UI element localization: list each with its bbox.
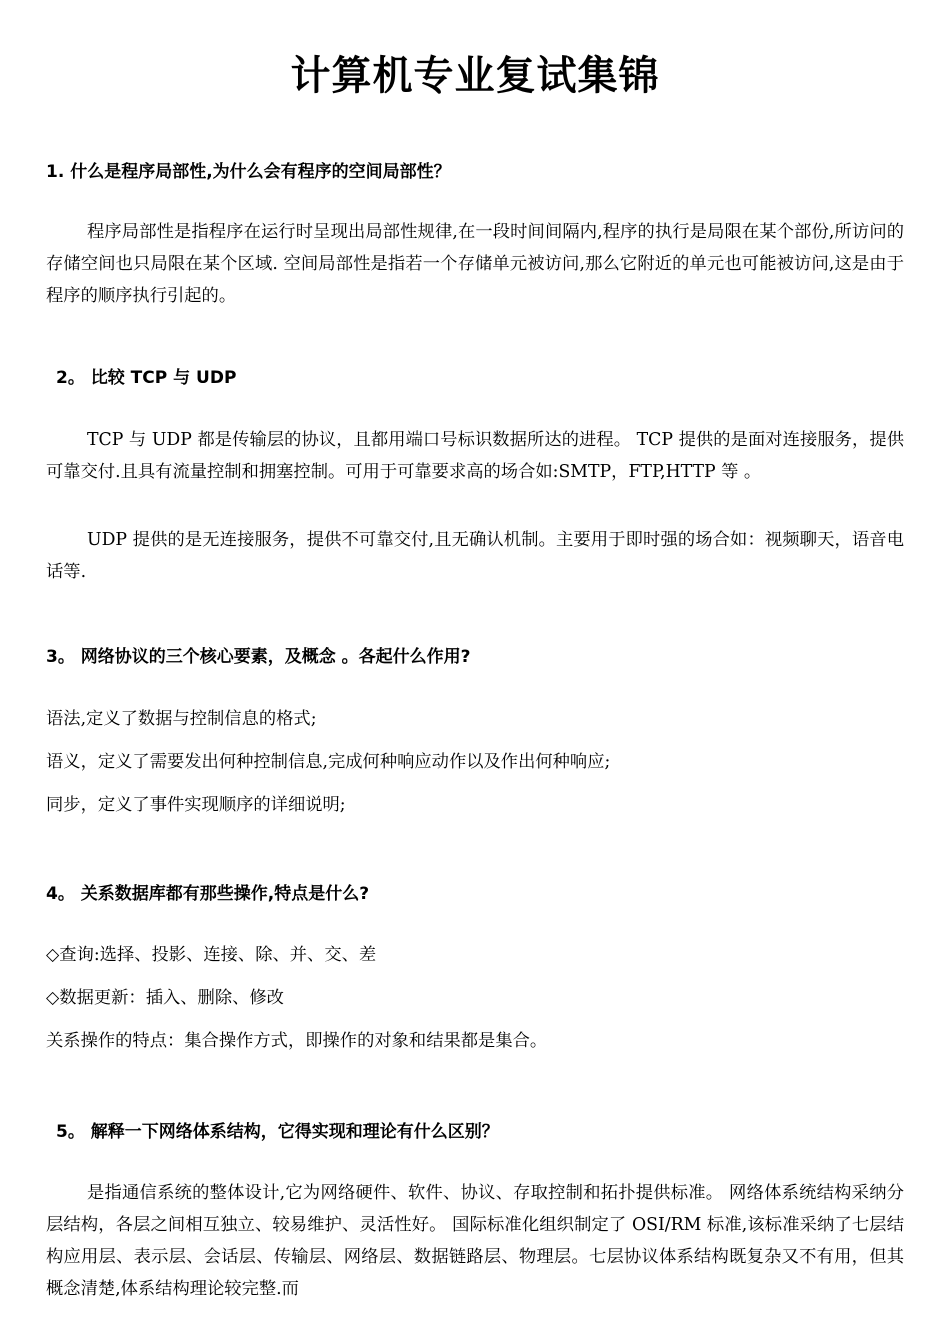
answer-3-semantics: 语义，定义了需要发出何种控制信息,完成何种响应动作以及作出何种响应; [46,752,611,772]
answer-3-timing: 同步，定义了事件实现顺序的详细说明; [46,795,346,815]
answer-4-features: 关系操作的特点：集合操作方式，即操作的对象和结果都是集合。 [46,1031,548,1051]
question-4-heading: 4。 关系数据库都有那些操作,特点是什么? [46,884,370,904]
question-2-heading: 2。 比较 TCP 与 UDP [56,368,237,388]
answer-4-query: ◇查询:选择、投影、连接、除、并、交、差 [46,945,377,965]
answer-4-update: ◇数据更新：插入、删除、修改 [46,988,284,1008]
answer-2-paragraph-udp: UDP 提供的是无连接服务，提供不可靠交付,且无确认机制。主要用于即时强的场合如：视频聊天，语音电话等. [46,530,904,582]
question-1-heading: 1. 什么是程序局部性,为什么会有程序的空间局部性？ [46,162,451,182]
question-5-heading: 5。 解释一下网络体系结构，它得实现和理论有什么区别？ [56,1122,499,1142]
document-title: 计算机专业复试集锦 [290,53,660,99]
answer-1-paragraph: 程序局部性是指程序在运行时呈现出局部性规律,在一段时间间隔内,程序的执行是局限在某个部份,所访问的存储空间也只局限在某个区域. 空间局部性是指若一个存储单元被访问,那么它附近的单元也可能被访问,这是由于程序的顺序执行引起的。 [46,222,904,306]
answer-2-paragraph-tcp: TCP 与 UDP 都是传输层的协议，且都用端口号标识数据所达的进程。 TCP 提供的是面对连接服务，提供可靠交付.且具有流量控制和拥塞控制。可用于可靠要求高的场合如:SMTP，FTP,HTTP 等 。 [46,430,904,482]
answer-3-syntax: 语法,定义了数据与控制信息的格式; [46,709,317,729]
question-3-heading: 3。 网络协议的三个核心要素，及概念 。各起什么作用? [46,647,471,667]
answer-5-paragraph: 是指通信系统的整体设计,它为网络硬件、软件、协议、存取控制和拓扑提供标准。 网络体系统结构采纳分层结构，各层之间相互独立、较易维护、灵活性好。 国际标准化组织制定了 OSI/RM 标准,该标准采纳了七层结构应用层、表示层、会话层、传输层、网络层、数据链路层、物理层。七层协议体系结构既复杂又不有用，但其概念清楚,体系结构理论较完整.而 [46,1183,904,1299]
